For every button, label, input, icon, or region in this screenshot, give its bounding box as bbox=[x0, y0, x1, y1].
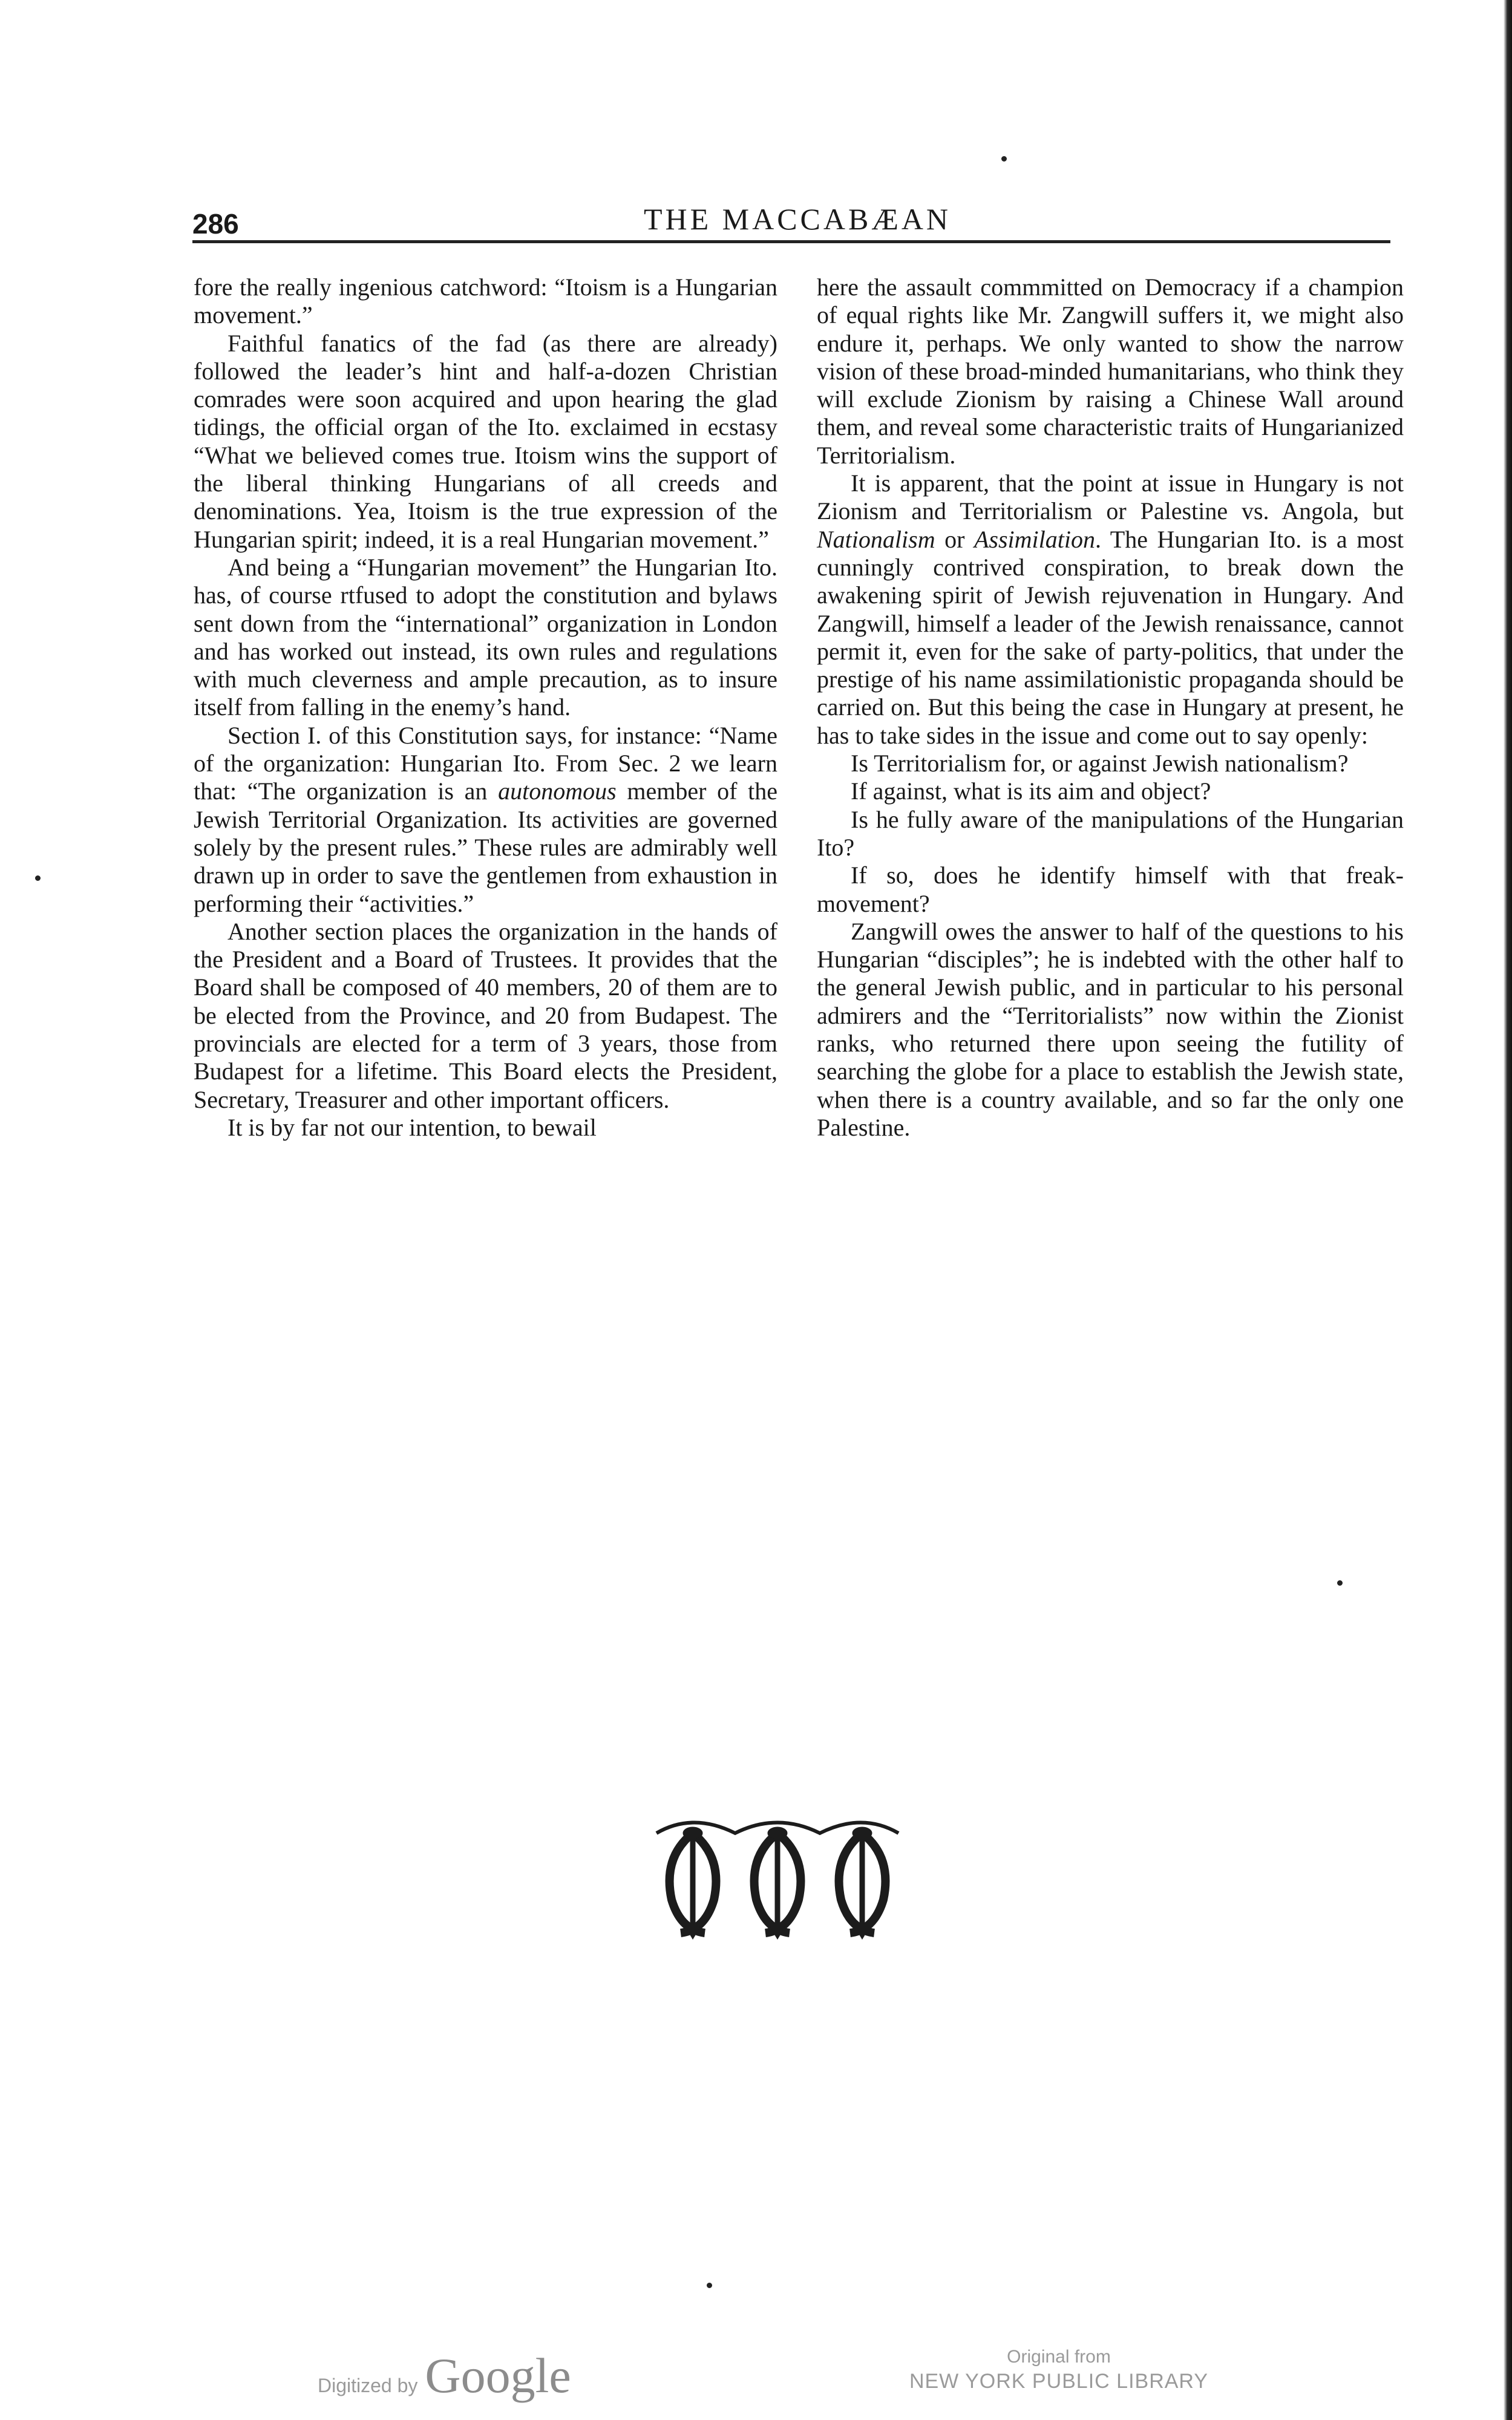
print-speck bbox=[1337, 1580, 1343, 1586]
paragraph: Is he fully aware of the manipulations of the Hungarian Ito? bbox=[817, 805, 1404, 861]
running-head: THE MACCABÆAN bbox=[643, 202, 952, 236]
paragraph: fore the really ingenious catchword: “Itoism is a Hungarian movement.” bbox=[194, 273, 777, 329]
paragraph: And being a “Hungarian movement” the Hungarian Ito. has, of course rtfused to adopt the constitution and bylaws sent down from the “international” organization in London and has worked out instead, its own rules and regulations with much cleverness and ample precaution, as to insure itself from falling in the enemy’s hand. bbox=[194, 553, 777, 721]
digitized-by-credit bbox=[318, 2347, 571, 2403]
original-from-label: Original from bbox=[1007, 2347, 1111, 2367]
paragraph bbox=[817, 469, 1404, 750]
library-name: NEW YORK PUBLIC LIBRARY bbox=[909, 2370, 1209, 2393]
right-column bbox=[817, 273, 1404, 1142]
page-header bbox=[192, 197, 1390, 243]
text-run: Section I. of this Constitution says, for instance: “Name of the organization: Hungarian Ito. From Sec. 2 we learn that: “The organization is an bbox=[194, 721, 777, 805]
text-run: . The Hungarian Ito. is a most cunningly contrived conspiration, to break down the awakening spirit of Jewish rejuvenation in Hungary. And Zangwill, himself a leader of the Jewish renaissance, cannot permit it, even for the sake of party-politics, that under the prestige of his name assimilationistic propaganda should be carried on. But this being the case in Hungary at present, he has to take sides in the issue and come out to say openly: bbox=[817, 525, 1404, 749]
italic-term: Nationalism bbox=[817, 525, 935, 553]
paragraph: Is Territorialism for, or against Jewish nationalism? bbox=[851, 750, 1349, 777]
text-run: or bbox=[935, 525, 974, 553]
print-speck bbox=[1001, 156, 1007, 162]
paragraph: If against, what is its aim and object? bbox=[851, 777, 1211, 805]
google-logo: Google bbox=[425, 2348, 571, 2403]
paragraph: Another section places the organization in the hands of the President and a Board of Trustees. It provides that the Board shall be composed of 40 members, 20 of them are to be elected from the Province, and 20 from Budapest. The provincials are elected for a term of 3 years, those from Budapest for a lifetime. This Board elects the President, Secretary, Treasurer and other important officers. bbox=[194, 917, 777, 1113]
paragraph bbox=[194, 722, 777, 918]
page-number: 286 bbox=[192, 208, 239, 240]
paragraph: here the assault commmitted on Democracy if a champion of equal rights like Mr. Zangwill suffers it, we might also endure it, perhaps. We only wanted to show the narrow vision of these broad-minded humanitarians, who think they will exclude Zionism by raising a Chinese Wall around them, and reveal some characteristic traits of Hungarianized Territorialism. bbox=[817, 273, 1404, 469]
print-speck bbox=[35, 875, 41, 881]
library-credit bbox=[908, 2346, 1210, 2395]
text-run: It is apparent, that the point at issue in Hungary is not Zionism and Territorialism or Palestine vs. Angola, but bbox=[817, 469, 1404, 525]
italic-term: autonomous bbox=[498, 777, 617, 805]
triple-wreath-ornament-icon bbox=[650, 1809, 905, 1942]
print-speck bbox=[707, 2283, 712, 2288]
paragraph: It is by far not our intention, to bewail bbox=[227, 1113, 597, 1141]
paragraph: If so, does he identify himself with that freak-movement? bbox=[817, 862, 1404, 917]
left-column bbox=[194, 273, 777, 1142]
italic-term: Assimilation bbox=[974, 525, 1095, 553]
digitized-by-label: Digitized by bbox=[318, 2375, 418, 2396]
text-run: member of the Jewish Territorial Organization. Its activities are governed solely by the present rules.” These rules are admirably well drawn up in order to save the gentlemen from exhaustion in performing their “activities.” bbox=[194, 777, 777, 917]
paragraph: Zangwill owes the answer to half of the questions to his Hungarian “disciples”; he is indebted with the other half to the general Jewish public, and in particular to his personal admirers and the “Territorialists” now within the Zionist ranks, who returned there upon seeing the futility of searching the globe for a place to establish the Jewish state, when there is a country available, and so far the only one Palestine. bbox=[817, 917, 1404, 1141]
paragraph: Faithful fanatics of the fad (as there are already) followed the leader’s hint and half-a-dozen Christian comrades were soon acquired and upon hearing the glad tidings, the official organ of the Ito. exclaimed in ecstasy “What we believed comes true. Itoism wins the support of the liberal thinking Hungarians of all creeds and denominations. Yea, Itoism is the true expression of the Hungarian spirit; indeed, it is a real Hungarian movement.” bbox=[194, 329, 777, 553]
page-edge bbox=[1504, 0, 1512, 2420]
